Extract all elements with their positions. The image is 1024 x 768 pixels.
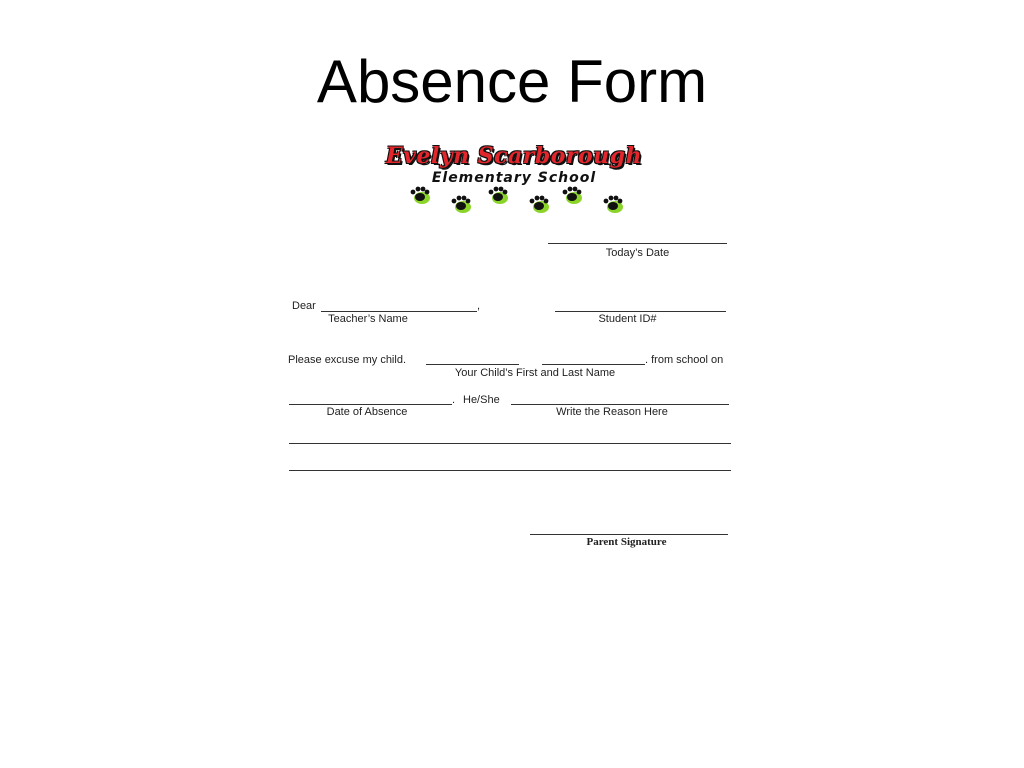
teacher-name-label: Teacher’s Name: [328, 313, 408, 325]
todays-date-label: Today’s Date: [605, 247, 670, 259]
dear-comma: ,: [477, 300, 481, 312]
he-she-text: He/She: [463, 394, 500, 406]
slide-title: Absence Form: [316, 48, 708, 115]
paw-print-icon: [486, 186, 512, 206]
date-period: .: [452, 394, 456, 406]
child-name-label: Your Child’s First and Last Name: [454, 367, 616, 379]
excuse-text: Please excuse my child.: [288, 354, 406, 366]
date-of-absence-field[interactable]: [289, 404, 452, 405]
paw-print-icon: [449, 195, 475, 215]
reason-field[interactable]: [511, 404, 729, 405]
paw-print-icon: [601, 195, 627, 215]
paw-print-icon: [560, 186, 586, 206]
todays-date-field[interactable]: [548, 243, 727, 244]
reason-label: Write the Reason Here: [556, 406, 668, 418]
student-id-label: Student ID#: [598, 313, 657, 325]
parent-signature-field[interactable]: [530, 534, 728, 535]
date-of-absence-label: Date of Absence: [326, 406, 408, 418]
teacher-name-field[interactable]: [321, 311, 477, 312]
reason-line[interactable]: [289, 443, 731, 444]
student-id-field[interactable]: [555, 311, 726, 312]
child-first-name-field[interactable]: [426, 364, 519, 365]
paw-print-icon: [408, 186, 434, 206]
paw-print-icon: [527, 195, 553, 215]
parent-signature-label: Parent Signature: [586, 536, 667, 548]
child-last-name-field[interactable]: [542, 364, 645, 365]
dear-label: Dear: [292, 300, 316, 312]
school-name-line1: Evelyn Scarborough: [385, 143, 643, 169]
reason-line[interactable]: [289, 470, 731, 471]
school-name-line2: Elementary School: [431, 170, 597, 186]
excuse-trailing-text: . from school on: [645, 354, 724, 366]
